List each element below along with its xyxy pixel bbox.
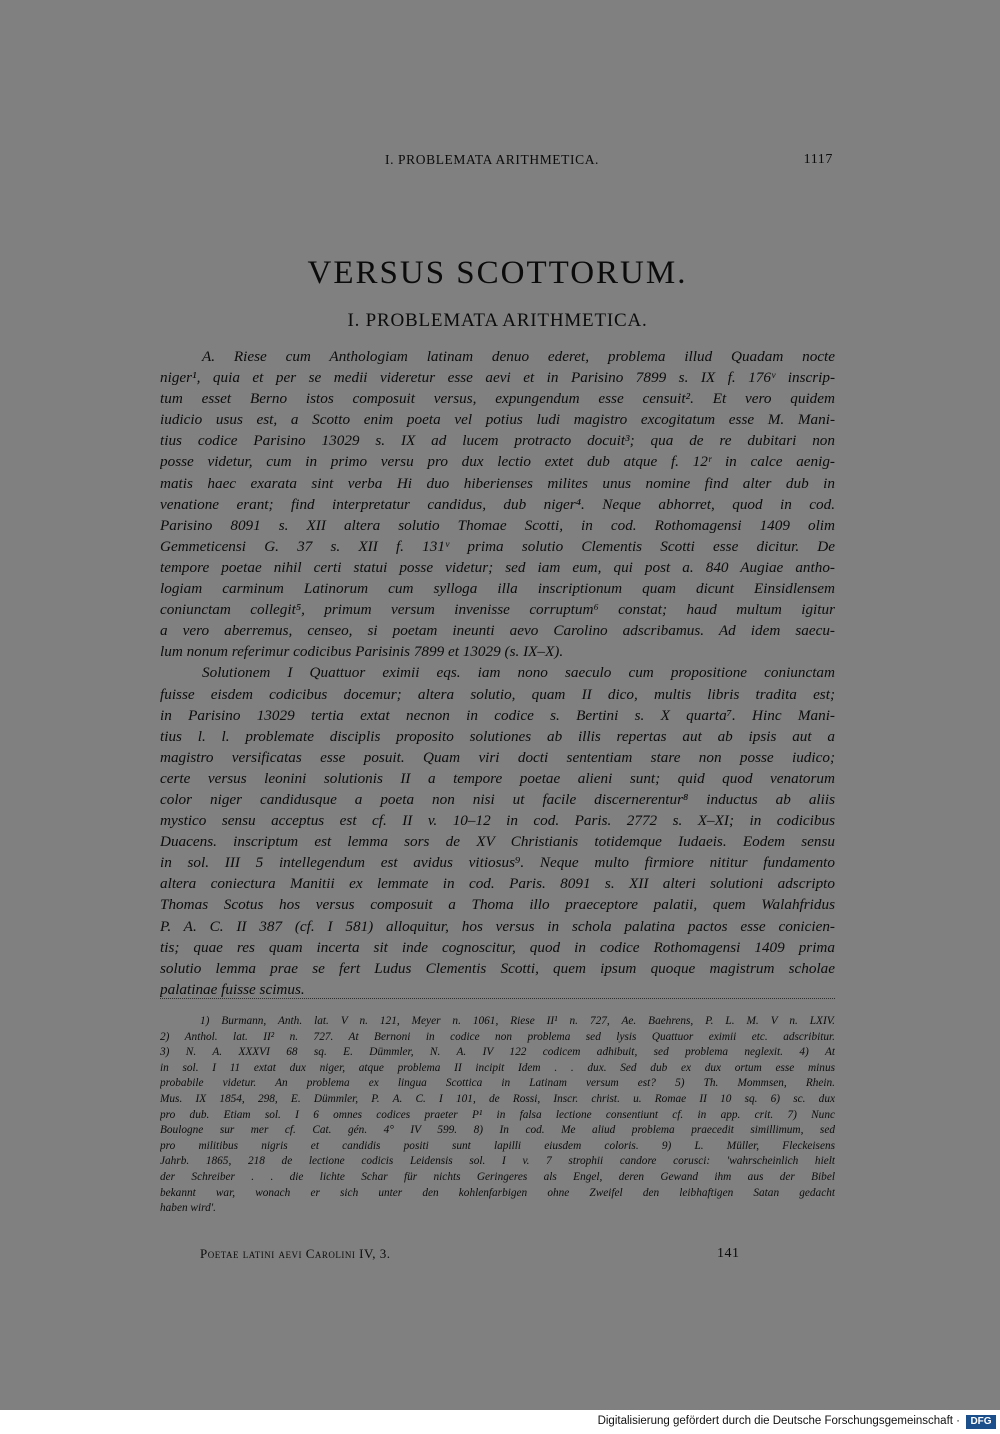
body-line: a vero aberremus, censeo, si poetam ineunti aevo Carolino adscribamus. Ad idem saecu- xyxy=(160,622,835,640)
body-line: A. Riese cum Anthologiam latinam denuo ederet, problema illud Quadam nocte xyxy=(202,348,835,365)
page-title: VERSUS SCOTTORUM. xyxy=(307,255,688,291)
footnote-line: Mus. IX 1854, 298, E. Dümmler, P. A. C. I 101, de Rossi, Inscr. christ. u. Romae II 10 sq. 6) sc. dux xyxy=(160,1092,835,1105)
section-title: I. PROBLEMATA ARITHMETICA. xyxy=(347,310,648,331)
footnote-line: pro militibus nigris et candidis positi sunt lapilli eiusdem coloris. 9) L. Müller, Fleckeisens xyxy=(160,1139,835,1152)
running-title: I. PROBLEMATA ARITHMETICA. xyxy=(385,152,600,167)
body-line: in Parisino 13029 tertia extat necnon in codice s. Bertini s. X quarta⁷. Hinc Mani- xyxy=(160,706,835,724)
footnote-line: pro dub. Etiam sol. I 6 omnes codices praeter P¹ in falsa lectione consentiunt cf. in app. crit. 7) Nunc xyxy=(160,1108,835,1121)
footnote-line: Jahrb. 1865, 218 de lectione codicis Leidensis sol. I v. 7 strophii candore corusci: 'wahrscheinlich hielt xyxy=(160,1155,835,1168)
page-number: 1117 xyxy=(803,152,833,167)
footnote-line: bekannt war, wonach er sich unter den kohlenfarbigen ohne Zweifel den leibhaftigen Satan gedacht xyxy=(160,1186,835,1199)
body-line: altera coniectura Manitii ex lemmate in cod. Paris. 8091 s. XII alteri solutioni adscripto xyxy=(160,875,835,893)
body-line: posse videtur, cum in primo versu pro dux lectio extet dub atque f. 12ʳ in calce aenig- xyxy=(160,453,835,471)
dfg-logo[interactable]: DFG xyxy=(966,1415,996,1429)
footnote-line: probabile videtur. An problema ex lingua Scottica in Latinam versum est? 5) Th. Mommsen, Rhein. xyxy=(160,1077,835,1090)
body-text xyxy=(160,346,835,1000)
body-line: coniunctam collegit⁵, primum versum invenisse corruptum⁶ constat; haud multum igitur xyxy=(160,601,835,619)
body-line: color niger candidusque a poeta non nisi ut facile discernerentur⁸ inductus ab aliis xyxy=(160,790,835,808)
body-line: niger¹, quia et per se medii videretur esse aevi et in Parisino 7899 s. IX f. 176ᵛ inscrip- xyxy=(160,369,835,387)
body-line: Solutionem I Quattuor eximii eqs. iam nono saeculo cum propositione coniunctam xyxy=(202,664,835,682)
body-line: Gemmeticensi G. 37 s. XII f. 131ᵛ prima solutio Clementis Scotti esse dicitur. De xyxy=(160,537,835,555)
body-line: logiam carminum Latinorum cum sylloga illa inscriptionum quam dicunt Einsidlensem xyxy=(160,580,835,598)
footnote-divider xyxy=(160,998,835,999)
body-line: tum esset Berno istos composuit versus, expungendum esse censuit². Et vero quidem xyxy=(160,390,835,408)
footnote-line: haben wird'. xyxy=(160,1202,216,1215)
body-line: palatinae fuisse scimus. xyxy=(160,980,305,998)
footnotes xyxy=(160,1014,835,1217)
body-line: magistro versificatas esse posuit. Quam viri docti sententiam stare non posse iudico; xyxy=(160,748,835,766)
signature-line: Poetae latini aevi Carolini IV, 3. xyxy=(200,1246,391,1261)
body-line: tis; quae res quam incerta sit inde cognoscitur, quod in codice Rothomagensi 1409 prima xyxy=(160,938,835,956)
body-line: matis haec exarata sint verba Hi duo hiberienses milites unus nomine find alter dub in xyxy=(160,474,835,492)
body-line: P. A. C. II 387 (cf. I 581) alloquitur, hos versus in schola palatina pactos esse conicien- xyxy=(160,917,835,935)
sheet-number: 141 xyxy=(717,1246,740,1261)
running-head xyxy=(160,152,835,172)
page-footer xyxy=(160,1246,835,1266)
body-line: tius l. l. problemate disciplis proposito solutiones ab illis repertas aut ab ipsis aut a xyxy=(160,727,835,745)
body-line: Duacens. inscriptum est lemma sors de XV Christianis totidemque Iudaeis. Eodem sensu xyxy=(160,833,835,851)
footnote-line: 1) Burmann, Anth. lat. V n. 121, Meyer n. 1061, Riese II¹ n. 727, Ae. Baehrens, P. L. M. V n. LXIV. xyxy=(200,1015,835,1027)
body-line: lum nonum referimur codicibus Parisinis 7899 et 13029 (s. IX–X). xyxy=(160,643,564,661)
body-line: in sol. III 5 intellegendum est avidus vitiosus⁹. Neque multo firmiore nititur fundamento xyxy=(160,854,835,872)
body-line: solutio lemma prae se fert Ludus Clementis Scotti, quem ipsum quoque magistrum scholae xyxy=(160,959,835,977)
footnote-line: Boulogne sur mer cf. Cat. gén. 4° IV 599. 8) In cod. Me aliud problema praecedit simillimum, sed xyxy=(160,1124,835,1137)
body-line: tempore poetae nihil certi statui posse videtur; sed iam eum, qui post a. 840 Augiae antho- xyxy=(160,558,835,576)
body-line: iudicio usus est, a Scotto enim poeta vel potius ludi magistro excogitatum esse M. Mani- xyxy=(160,411,835,429)
footnote-line: 3) N. A. XXXVI 68 sq. E. Dümmler, N. A. IV 122 codicem adhibuit, sed problema neglexit. 4) At xyxy=(160,1046,835,1059)
footnote-line: 2) Anthol. lat. II² n. 727. At Bernoni in codice non problema sed lysis Quattuor eximii etc. adscribitur. xyxy=(160,1030,835,1043)
body-line: Parisino 8091 s. XII altera solutio Thomae Scotti, in cod. Rothomagensi 1409 olim xyxy=(160,516,835,534)
body-line: mystico sensu acceptus est cf. II v. 10–12 in cod. Paris. 2772 s. X–XI; in codicibus xyxy=(160,812,835,830)
footnote-line: der Schreiber . . die lichte Schar für nichts Geringeres als Engel, deren Gewand ihm aus der Bibel xyxy=(160,1170,835,1183)
body-line: fuisse eisdem codicibus docemur; altera solutio, quam II dico, multis libris tradita est; xyxy=(160,685,835,703)
body-line: Thomas Scotus hos versus composuit a Thoma illo praeceptore palatii, quem Walahfridus xyxy=(160,896,835,914)
footnote-line: in sol. I 11 extat dux niger, atque problema II incipit Idem . . dux. Sed dub ex dux ortum esse minus xyxy=(160,1061,835,1074)
body-line: tius codice Parisino 13029 s. IX ad lucem protracto docuit³; qua de re dubitari non xyxy=(160,432,835,450)
dfg-bar xyxy=(0,1410,1000,1434)
dfg-credit: Digitalisierung gefördert durch die Deutsche Forschungsgemeinschaft · xyxy=(597,1415,960,1427)
body-line: venatione erant; find interpretatur candidus, dub niger⁴. Neque abhorret, quod in cod. xyxy=(160,495,835,513)
body-line: certe versus leonini solutionis II a tempore poetae alieni sunt; quid quod venatorum xyxy=(160,769,835,787)
